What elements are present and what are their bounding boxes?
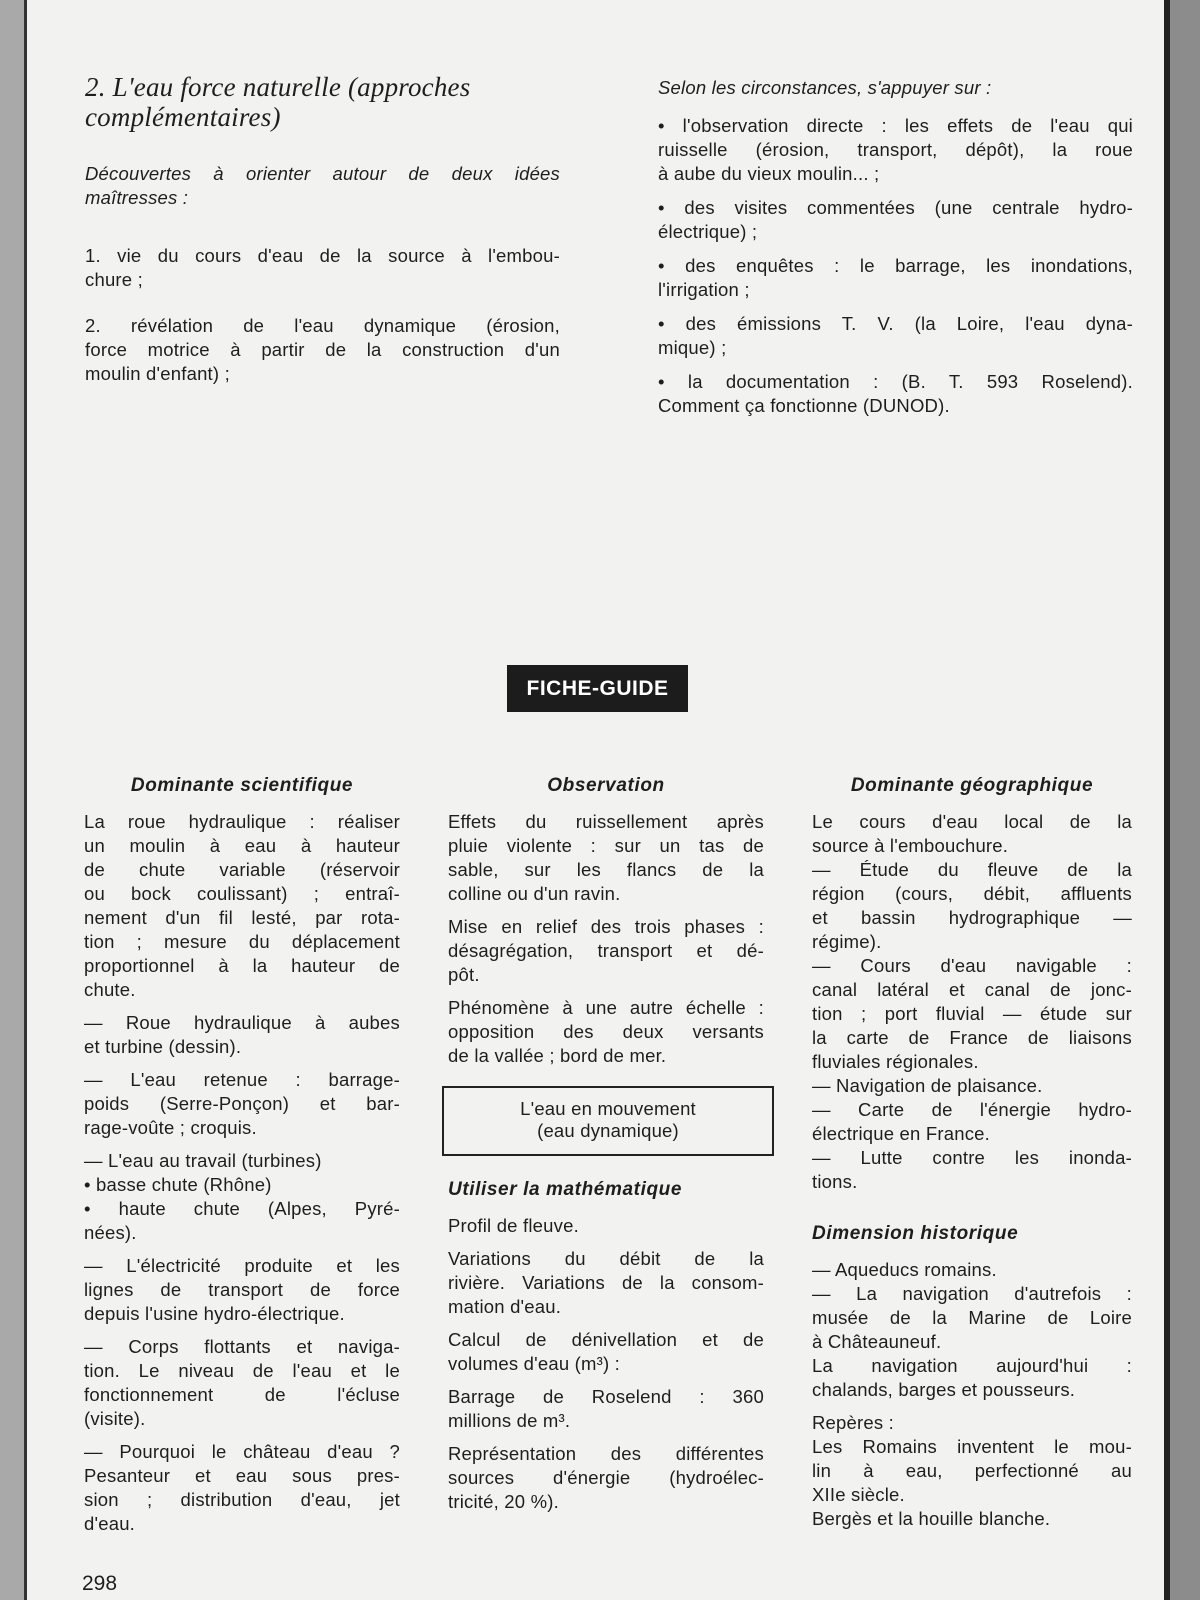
text-line: à aube du vieux moulin... ; bbox=[658, 163, 880, 184]
text-line: — L'électricité produite et les bbox=[84, 1255, 400, 1276]
text-line: désagrégation, transport et dé- bbox=[448, 940, 764, 961]
numbered-item bbox=[85, 244, 560, 292]
text-line: — L'eau au travail (turbines) bbox=[84, 1150, 322, 1171]
text-line: tricité, 20 %). bbox=[448, 1491, 559, 1512]
text-line: la carte de France de liaisons bbox=[812, 1027, 1132, 1048]
text-line: tion. Le niveau de l'eau et le bbox=[84, 1360, 400, 1381]
text-line: — Pourquoi le château d'eau ? bbox=[84, 1441, 400, 1462]
paragraph bbox=[812, 858, 1132, 954]
text-line: La roue hydraulique : réaliser bbox=[84, 811, 400, 832]
paragraph bbox=[812, 1074, 1132, 1098]
text-line: maîtresses : bbox=[85, 187, 189, 208]
fiche-guide-badge: FICHE-GUIDE bbox=[507, 665, 688, 712]
paragraph bbox=[812, 1258, 1132, 1282]
text-line: • des enquêtes : le barrage, les inondations, bbox=[658, 255, 1133, 276]
text-line: Pesanteur et eau sous pres- bbox=[84, 1465, 400, 1486]
text-line: XIIe siècle. bbox=[812, 1484, 905, 1505]
text-line: • la documentation : (B. T. 593 Roselend). bbox=[658, 371, 1133, 392]
paragraph bbox=[84, 1335, 400, 1431]
text-line: depuis l'usine hydro-électrique. bbox=[84, 1303, 345, 1324]
text-line: 1. vie du cours d'eau de la source à l'embou- bbox=[85, 245, 560, 266]
text-line: volumes d'eau (m³) : bbox=[448, 1353, 621, 1374]
bullet-item bbox=[658, 114, 1133, 186]
paragraph bbox=[812, 1354, 1132, 1402]
text-line: tions. bbox=[812, 1171, 858, 1192]
text-line: Variations du débit de la bbox=[448, 1248, 764, 1269]
text-line: ruisselle (érosion, transport, dépôt), la roue bbox=[658, 139, 1133, 160]
text-line: force motrice à partir de la construction d'un bbox=[85, 339, 560, 360]
column-subheading: Dimension historique bbox=[812, 1223, 1019, 1244]
text-line: • des émissions T. V. (la Loire, l'eau dyna- bbox=[658, 313, 1133, 334]
column-subheading: Utiliser la mathématique bbox=[448, 1179, 683, 1200]
bullet-item bbox=[658, 196, 1133, 244]
boxed-note bbox=[442, 1086, 774, 1156]
text-line: — Carte de l'énergie hydro- bbox=[812, 1099, 1132, 1120]
text-line: • des visites commentées (une centrale hydro- bbox=[658, 197, 1133, 218]
text-line: — Aqueducs romains. bbox=[812, 1259, 997, 1280]
column-heading: Dominante scientifique bbox=[130, 775, 354, 796]
scan-left-border bbox=[24, 0, 27, 1600]
text-line: électrique) ; bbox=[658, 221, 758, 242]
text-line: moulin d'enfant) ; bbox=[85, 363, 230, 384]
text-line: nées). bbox=[84, 1222, 137, 1243]
text-line: Effets du ruissellement après bbox=[448, 811, 764, 832]
text-line: un moulin à eau à hauteur bbox=[84, 835, 400, 856]
paragraph bbox=[448, 1328, 764, 1376]
column-geographic bbox=[812, 774, 1132, 1540]
numbered-item bbox=[85, 314, 560, 386]
paragraph bbox=[812, 810, 1132, 858]
text-line: d'eau. bbox=[84, 1513, 136, 1534]
column-heading: Dominante géographique bbox=[850, 775, 1094, 796]
text-line: Mise en relief des trois phases : bbox=[448, 916, 764, 937]
text-line: rage-voûte ; croquis. bbox=[84, 1117, 257, 1138]
text-line: région (cours, débit, affluents bbox=[812, 883, 1132, 904]
paragraph bbox=[812, 1507, 1132, 1531]
text-line: fonctionnement de l'écluse bbox=[84, 1384, 400, 1405]
text-line: fluviales régionales. bbox=[812, 1051, 979, 1072]
text-line: (eau dynamique) bbox=[537, 1120, 679, 1141]
text-line: Les Romains inventent le mou- bbox=[812, 1436, 1132, 1457]
text-line: ou bock coulissant) ; entraî- bbox=[84, 883, 400, 904]
paragraph bbox=[812, 1098, 1132, 1146]
bullet-item bbox=[658, 254, 1133, 302]
scan-right-edge bbox=[1170, 0, 1200, 1600]
text-line: tion ; mesure du déplacement bbox=[84, 931, 400, 952]
paragraph bbox=[84, 1254, 400, 1326]
text-line: Bergès et la houille blanche. bbox=[812, 1508, 1051, 1529]
text-line: lin à eau, perfectionné au bbox=[812, 1460, 1132, 1481]
bullet-item bbox=[658, 312, 1133, 360]
paragraph bbox=[448, 996, 764, 1068]
scan-left-edge bbox=[0, 0, 24, 1600]
text-line: Le cours d'eau local de la bbox=[812, 811, 1132, 832]
text-line: Selon les circonstances, s'appuyer sur : bbox=[658, 77, 992, 98]
text-line: — Roue hydraulique à aubes bbox=[84, 1012, 400, 1033]
text-line: — Étude du fleuve de la bbox=[812, 859, 1132, 880]
paragraph bbox=[812, 1282, 1132, 1354]
text-line: complémentaires) bbox=[85, 102, 281, 132]
text-line: sion ; distribution d'eau, jet bbox=[84, 1489, 400, 1510]
text-line: chalands, barges et pousseurs. bbox=[812, 1379, 1076, 1400]
text-line: rivière. Variations de la consom- bbox=[448, 1272, 764, 1293]
text-line: — L'eau retenue : barrage- bbox=[84, 1069, 400, 1090]
paragraph bbox=[84, 1068, 400, 1140]
text-line: Calcul de dénivellation et de bbox=[448, 1329, 764, 1350]
column-observation bbox=[448, 774, 764, 1523]
text-line: La navigation aujourd'hui : bbox=[812, 1355, 1132, 1376]
text-line: 2. révélation de l'eau dynamique (érosion, bbox=[85, 315, 560, 336]
paragraph bbox=[812, 1435, 1132, 1507]
paragraph bbox=[84, 1149, 400, 1173]
text-line: électrique en France. bbox=[812, 1123, 990, 1144]
page-number: 298 bbox=[82, 1572, 118, 1595]
text-line: musée de la Marine de Loire bbox=[812, 1307, 1132, 1328]
text-line: Repères : bbox=[812, 1412, 895, 1433]
text-line: tion ; port fluvial — étude sur bbox=[812, 1003, 1132, 1024]
text-line: poids (Serre-Ponçon) et bar- bbox=[84, 1093, 400, 1114]
text-line: — Lutte contre les inonda- bbox=[812, 1147, 1132, 1168]
bullet-item bbox=[658, 370, 1133, 418]
text-line: nement d'un fil lesté, par rota- bbox=[84, 907, 400, 928]
column-heading: Observation bbox=[547, 775, 665, 796]
paragraph bbox=[84, 1011, 400, 1059]
text-line: lignes de transport de force bbox=[84, 1279, 400, 1300]
text-line: — Navigation de plaisance. bbox=[812, 1075, 1043, 1096]
text-line: Comment ça fonctionne (DUNOD). bbox=[658, 395, 950, 416]
text-line: Découvertes à orienter autour de deux idées bbox=[85, 163, 560, 184]
text-line: — La navigation d'autrefois : bbox=[812, 1283, 1132, 1304]
intro-text bbox=[85, 162, 560, 210]
text-line: Profil de fleuve. bbox=[448, 1215, 579, 1236]
paragraph bbox=[84, 1197, 400, 1245]
text-line: Barrage de Roselend : 360 bbox=[448, 1386, 764, 1407]
paragraph bbox=[448, 1442, 764, 1514]
top-right-section bbox=[658, 76, 1133, 427]
column-scientific bbox=[84, 774, 400, 1545]
text-line: Représentation des différentes bbox=[448, 1443, 764, 1464]
paragraph bbox=[812, 1411, 1132, 1435]
text-line: — Cours d'eau navigable : bbox=[812, 955, 1132, 976]
text-line: (visite). bbox=[84, 1408, 146, 1429]
text-line: et bassin hydrographique — bbox=[812, 907, 1132, 928]
text-line: canal latéral et canal de jonc- bbox=[812, 979, 1132, 1000]
text-line: à Châteauneuf. bbox=[812, 1331, 942, 1352]
text-line: • haute chute (Alpes, Pyré- bbox=[84, 1198, 400, 1219]
paragraph bbox=[84, 810, 400, 1002]
text-line: colline ou d'un ravin. bbox=[448, 883, 621, 904]
top-left-section bbox=[85, 72, 560, 395]
text-line: chure ; bbox=[85, 269, 143, 290]
section-heading bbox=[85, 72, 560, 132]
text-line: pôt. bbox=[448, 964, 480, 985]
text-line: régime). bbox=[812, 931, 882, 952]
paragraph bbox=[812, 954, 1132, 1074]
text-line: source à l'embouchure. bbox=[812, 835, 1009, 856]
text-line: de chute variable (réservoir bbox=[84, 859, 400, 880]
text-line: sources d'énergie (hydroélec- bbox=[448, 1467, 764, 1488]
text-line: millions de m³. bbox=[448, 1410, 571, 1431]
text-line: mation d'eau. bbox=[448, 1296, 562, 1317]
text-line: — Corps flottants et naviga- bbox=[84, 1336, 400, 1357]
paragraph bbox=[448, 1214, 764, 1238]
text-line: l'irrigation ; bbox=[658, 279, 750, 300]
paragraph bbox=[84, 1440, 400, 1536]
text-line: L'eau en mouvement bbox=[520, 1098, 696, 1119]
text-line: opposition des deux versants bbox=[448, 1021, 764, 1042]
text-line: de la vallée ; bord de mer. bbox=[448, 1045, 667, 1066]
paragraph bbox=[448, 1247, 764, 1319]
text-line: et turbine (dessin). bbox=[84, 1036, 242, 1057]
paragraph bbox=[84, 1173, 400, 1197]
text-line: Phénomène à une autre échelle : bbox=[448, 997, 764, 1018]
text-line: • l'observation directe : les effets de l'eau qui bbox=[658, 115, 1133, 136]
text-line: pluie violente : sur un tas de bbox=[448, 835, 764, 856]
paragraph bbox=[448, 810, 764, 906]
paragraph bbox=[448, 915, 764, 987]
text-line: sable, sur les flancs de la bbox=[448, 859, 764, 880]
text-line: 2. L'eau force naturelle (approches bbox=[85, 72, 471, 102]
paragraph bbox=[812, 1146, 1132, 1194]
intro-text bbox=[658, 76, 1133, 100]
paragraph bbox=[448, 1385, 764, 1433]
text-line: proportionnel à la hauteur de bbox=[84, 955, 400, 976]
text-line: mique) ; bbox=[658, 337, 727, 358]
text-line: • basse chute (Rhône) bbox=[84, 1174, 272, 1195]
text-line: chute. bbox=[84, 979, 136, 1000]
